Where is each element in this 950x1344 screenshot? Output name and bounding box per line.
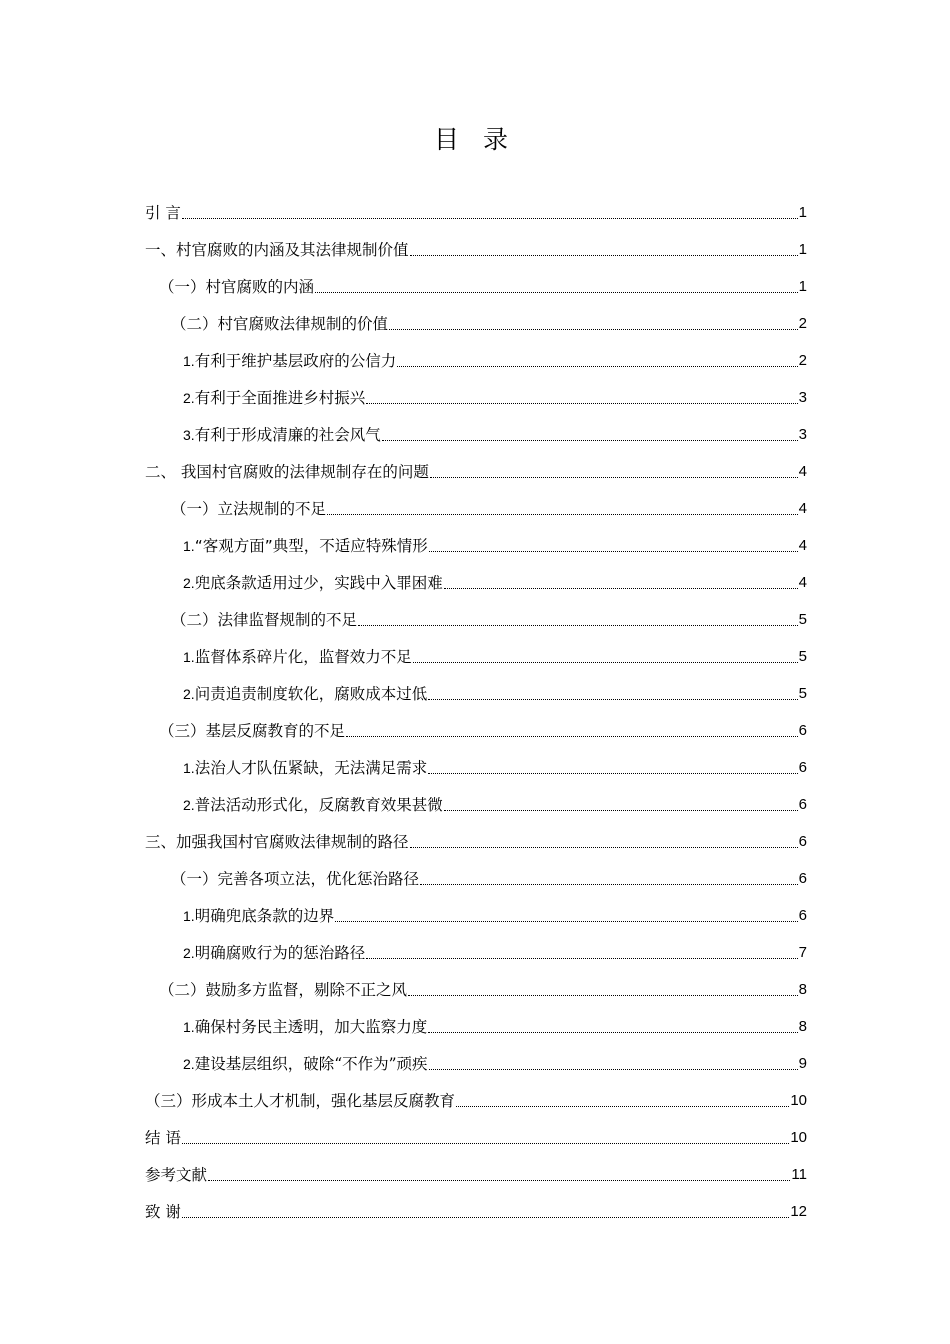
toc-entry[interactable] [145, 964, 807, 1001]
dot-leader [413, 662, 798, 663]
toc-entry-page: 6 [798, 796, 807, 813]
toc-entry-page: 6 [798, 870, 807, 887]
toc-entry-label: 致 谢 [145, 1203, 181, 1221]
toc-entry[interactable] [145, 742, 807, 779]
toc-entry-text: 确保村务民主透明，加大监察力度 [194, 1018, 428, 1036]
toc-entry-page: 8 [798, 981, 807, 998]
dot-leader [408, 995, 798, 996]
dot-leader [182, 1143, 789, 1144]
dot-leader [382, 440, 798, 441]
toc-entry-number: 1. [183, 760, 195, 776]
toc-entry-label: （一）立法规制的不足 [171, 500, 327, 518]
toc-entry-number: 1. [183, 908, 195, 924]
toc-entry-text: 普法活动形式化，反腐教育效果甚微 [194, 796, 443, 814]
toc-entry[interactable] [145, 261, 807, 298]
toc-entry-page: 10 [790, 1129, 807, 1146]
toc-entry[interactable] [145, 1149, 807, 1186]
toc-entry-page: 1 [798, 278, 807, 295]
toc-entry-label [183, 424, 381, 446]
dot-leader [327, 514, 798, 515]
toc-entry-page: 9 [798, 1055, 807, 1072]
toc-entry-page: 12 [790, 1203, 807, 1220]
toc-entry[interactable] [145, 224, 807, 261]
toc-entry[interactable] [145, 1112, 807, 1149]
toc-entry-page: 5 [798, 685, 807, 702]
toc-entry-number: 2. [183, 797, 195, 813]
toc-entry-page: 6 [798, 722, 807, 739]
toc-entry-page: 5 [798, 648, 807, 665]
dot-leader [182, 1217, 789, 1218]
dot-leader [335, 921, 797, 922]
toc-entry[interactable] [145, 1001, 807, 1038]
toc-entry[interactable] [145, 483, 807, 520]
toc-entry-label [183, 535, 428, 557]
toc-entry-label [183, 905, 334, 927]
toc-entry-number: 2. [183, 575, 195, 591]
toc-entry-text: 建设基层组织，破除“不作为”顽疾 [194, 1055, 428, 1073]
toc-entry[interactable] [145, 187, 807, 224]
toc-entry-label [183, 1016, 427, 1038]
toc-entry-label [183, 387, 365, 409]
toc-entry-text: 问责追责制度软化，腐败成本过低 [194, 685, 428, 703]
toc-entry-page: 4 [798, 500, 807, 517]
toc-entry-text: 监督体系碎片化，监督效力不足 [194, 648, 412, 666]
toc-entry-label: （三）基层反腐教育的不足 [159, 722, 346, 740]
toc-entry-number: 3. [183, 427, 195, 443]
toc-entry-text: 有利于全面推进乡村振兴 [194, 389, 366, 407]
toc-entry-label: （二）鼓励多方监督，剔除不正之风 [159, 981, 408, 999]
toc-entry-label: （二）法律监督规制的不足 [171, 611, 358, 629]
page-title: 目 录 [434, 125, 516, 154]
toc-entry-page: 8 [798, 1018, 807, 1035]
dot-leader [428, 773, 797, 774]
toc-entry[interactable] [145, 1038, 807, 1075]
toc-entry-page: 6 [798, 833, 807, 850]
dot-leader [366, 403, 797, 404]
toc-entry-page: 7 [798, 944, 807, 961]
toc-entry[interactable] [145, 335, 807, 372]
dot-leader [430, 477, 798, 478]
toc-entry-label: 三、加强我国村官腐败法律规制的路径 [145, 833, 409, 851]
dot-leader [429, 1069, 798, 1070]
toc-entry-text: 明确兜底条款的边界 [194, 907, 335, 925]
toc-entry[interactable] [145, 779, 807, 816]
toc-entry-label [183, 794, 443, 816]
toc-entry-number: 1. [183, 353, 195, 369]
toc-entry-label [183, 683, 427, 705]
toc-entry-page: 5 [798, 611, 807, 628]
toc-entry-page: 3 [798, 426, 807, 443]
toc-entry-label [183, 942, 365, 964]
toc-entry-page: 4 [798, 537, 807, 554]
toc-entry-number: 2. [183, 390, 195, 406]
toc-entry-text: 有利于形成清廉的社会风气 [194, 426, 381, 444]
toc-entry[interactable] [145, 890, 807, 927]
toc-entry-page: 1 [798, 204, 807, 221]
toc-entry-text: 明确腐败行为的惩治路径 [194, 944, 366, 962]
dot-leader [315, 292, 798, 293]
toc-entry-label [183, 646, 412, 668]
toc-entry-page: 4 [798, 574, 807, 591]
toc-entry-label [183, 572, 443, 594]
dot-leader [429, 551, 798, 552]
toc-entry[interactable] [145, 668, 807, 705]
toc-entry[interactable] [145, 853, 807, 890]
toc-entry-label: （一）村官腐败的内涵 [159, 278, 315, 296]
toc-entry[interactable] [145, 705, 807, 742]
toc-entry-label [183, 757, 427, 779]
toc-entry-label: （三）形成本土人才机制，强化基层反腐教育 [145, 1092, 456, 1110]
dot-leader [346, 736, 798, 737]
toc-entry-page: 10 [790, 1092, 807, 1109]
dot-leader [182, 218, 798, 219]
toc-entry-label: 结 语 [145, 1129, 181, 1147]
toc-entry-page: 6 [798, 759, 807, 776]
toc-entry-label: （一）完善各项立法，优化惩治路径 [171, 870, 420, 888]
toc-entry[interactable] [145, 446, 807, 483]
toc-entry[interactable] [145, 631, 807, 668]
toc-entry-label: 二、 我国村官腐败的法律规制存在的问题 [145, 463, 429, 481]
toc-entry-label: 一、村官腐败的内涵及其法律规制价值 [145, 241, 409, 259]
toc-entry[interactable] [145, 594, 807, 631]
toc-entry[interactable] [145, 557, 807, 594]
toc-entry-number: 1. [183, 538, 195, 554]
toc-entry-label: （二）村官腐败法律规制的价值 [171, 315, 389, 333]
toc-entry-text: 有利于维护基层政府的公信力 [194, 352, 397, 370]
toc-entry-text: 兜底条款适用过少，实践中入罪困难 [194, 574, 443, 592]
toc-entry-page: 2 [798, 315, 807, 332]
dot-leader [397, 366, 797, 367]
dot-leader [366, 958, 797, 959]
toc-entry[interactable] [145, 520, 807, 557]
toc-entry-label: 引 言 [145, 204, 181, 222]
toc-entry-number: 1. [183, 649, 195, 665]
toc-entry-number: 2. [183, 945, 195, 961]
dot-leader [456, 1106, 789, 1107]
dot-leader [428, 1032, 797, 1033]
toc-entry[interactable] [145, 372, 807, 409]
toc-entry-number: 2. [183, 686, 195, 702]
toc-entry[interactable] [145, 1186, 807, 1223]
dot-leader [410, 255, 798, 256]
toc-entry-text: “客观方面”典型，不适应特殊情形 [194, 537, 428, 555]
toc-entry-page: 11 [791, 1166, 807, 1183]
toc-entry-page: 4 [798, 463, 807, 480]
dot-leader [444, 588, 798, 589]
dot-leader [358, 625, 798, 626]
toc-entry-page: 1 [798, 241, 807, 258]
toc-entry-number: 2. [183, 1056, 195, 1072]
toc-entry-number: 1. [183, 1019, 195, 1035]
toc-entry[interactable] [131, 1075, 807, 1112]
dot-leader [389, 329, 798, 330]
toc-entry-label [183, 350, 396, 372]
toc-entry-page: 3 [798, 389, 807, 406]
toc-entry[interactable] [145, 409, 807, 446]
toc-entry-page: 2 [798, 352, 807, 369]
toc-entry-page: 6 [798, 907, 807, 924]
table-of-contents [145, 187, 807, 1223]
toc-entry[interactable] [145, 927, 807, 964]
dot-leader [444, 810, 798, 811]
toc-entry-label: 参考文献 [145, 1166, 208, 1184]
dot-leader [420, 884, 798, 885]
toc-entry[interactable] [145, 816, 807, 853]
toc-entry[interactable] [145, 298, 807, 335]
dot-leader [410, 847, 798, 848]
toc-entry-text: 法治人才队伍紧缺，无法满足需求 [194, 759, 428, 777]
dot-leader [208, 1180, 790, 1181]
dot-leader [428, 699, 797, 700]
toc-entry-label [183, 1053, 428, 1075]
